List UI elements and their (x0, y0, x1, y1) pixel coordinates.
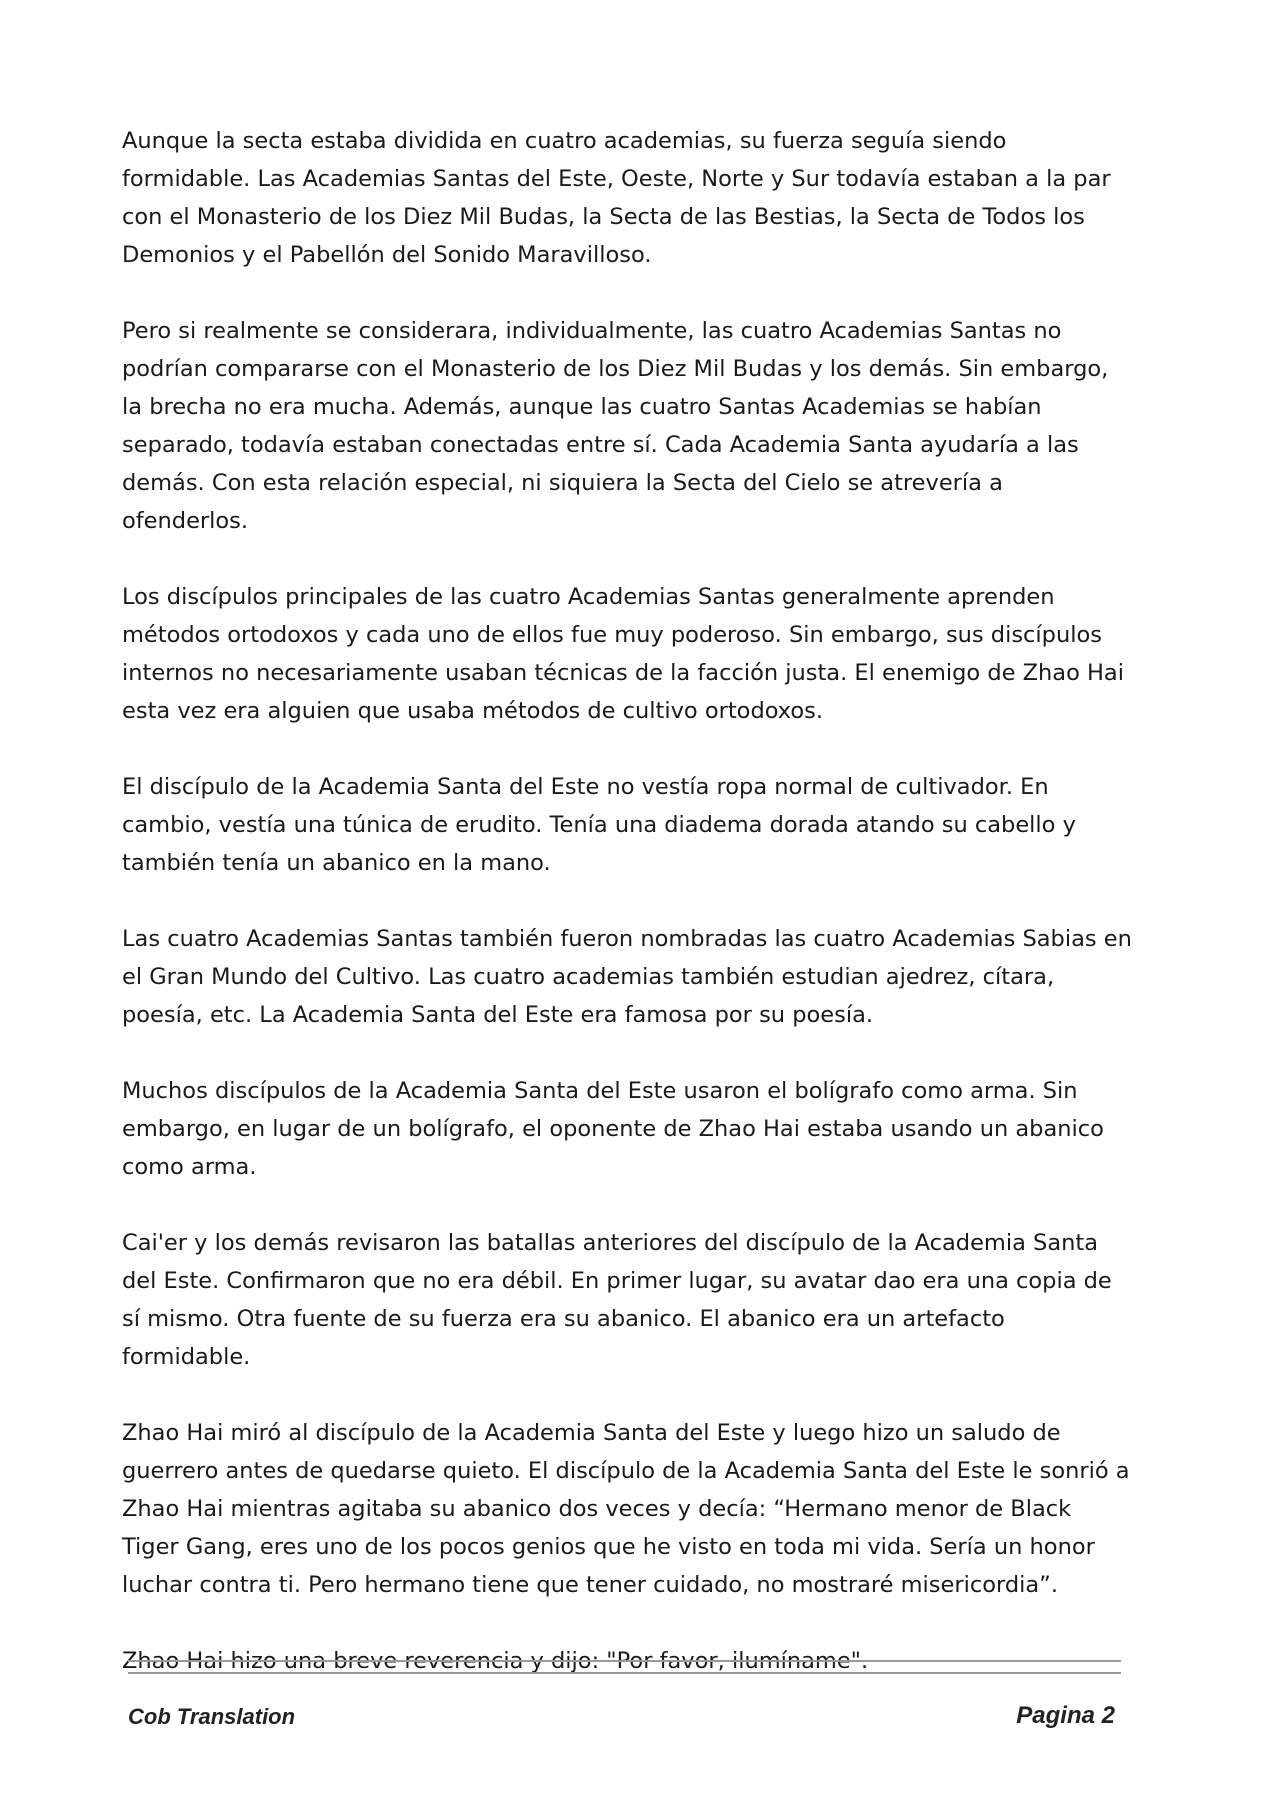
footer-page-number: Pagina 2 (1016, 1702, 1115, 1729)
paragraph-7: Cai'er y los demás revisaron las batallas anteriores del discípulo de la Academia Santa del Este. Confirmaron que no era débil. En primer lugar, su avatar dao era una copia de sí mismo. Otra fuente de su fuerza era su abanico. El abanico era un artefacto formidable. (122, 1230, 1112, 1370)
paragraph-3: Los discípulos principales de las cuatro Academias Santas generalmente aprenden métodos ortodoxos y cada uno de ellos fue muy poderoso. Sin embargo, sus discípulos internos no necesariamente usaban técnicas de la facción justa. El enemigo de Zhao Hai esta vez era alguien que usaba métodos de cultivo ortodoxos. (122, 584, 1124, 724)
paragraph-8: Zhao Hai miró al discípulo de la Academia Santa del Este y luego hizo un saludo de guerrero antes de quedarse quieto. El discípulo de la Academia Santa del Este le sonrió a Zhao Hai mientras agitaba su abanico dos veces y decía: “Hermano menor de Black Tiger Gang, eres uno de los pocos genios que he visto en toda mi vida. Sería un honor luchar contra ti. Pero hermano tiene que tener cuidado, no mostraré misericordia”. (122, 1420, 1130, 1598)
footer-divider-bottom (128, 1672, 1121, 1674)
paragraph-5: Las cuatro Academias Santas también fueron nombradas las cuatro Academias Sabias en el Gran Mundo del Cultivo. Las cuatro academias también estudian ajedrez, cítara, poesía, etc. La Academia Santa del Este era famosa por su poesía. (122, 926, 1132, 1028)
paragraph-1: Aunque la secta estaba dividida en cuatro academias, su fuerza seguía siendo formidable. Las Academias Santas del Este, Oeste, Norte y Sur todavía estaban a la par con el Monasterio de los Diez Mil Budas, la Secta de las Bestias, la Secta de Todos los Demonios y el Pabellón del Sonido Maravilloso. (122, 128, 1111, 268)
paragraph-6: Muchos discípulos de la Academia Santa del Este usaron el bolígrafo como arma. Sin embargo, en lugar de un bolígrafo, el oponente de Zhao Hai estaba usando un abanico como arma. (122, 1078, 1104, 1180)
footer-translator-label: Cob Translation (128, 1704, 296, 1729)
footer-divider-top (128, 1660, 1121, 1662)
paragraph-2: Pero si realmente se considerara, individualmente, las cuatro Academias Santas no podrían compararse con el Monasterio de los Diez Mil Budas y los demás. Sin embargo, la brecha no era mucha. Además, aunque las cuatro Santas Academias se habían separado, todavía estaban conectadas entre sí. Cada Academia Santa ayudaría a las demás. Con esta relación especial, ni siquiera la Secta del Cielo se atrevería a ofenderlos. (122, 318, 1109, 534)
paragraph-9: Zhao Hai hizo una breve reverencia y dijo: "Por favor, ilumíname". (122, 1648, 869, 1674)
document-body (122, 122, 1132, 1718)
paragraph-4: El discípulo de la Academia Santa del Este no vestía ropa normal de cultivador. En cambio, vestía una túnica de erudito. Tenía una diadema dorada atando su cabello y también tenía un abanico en la mano. (122, 774, 1076, 876)
